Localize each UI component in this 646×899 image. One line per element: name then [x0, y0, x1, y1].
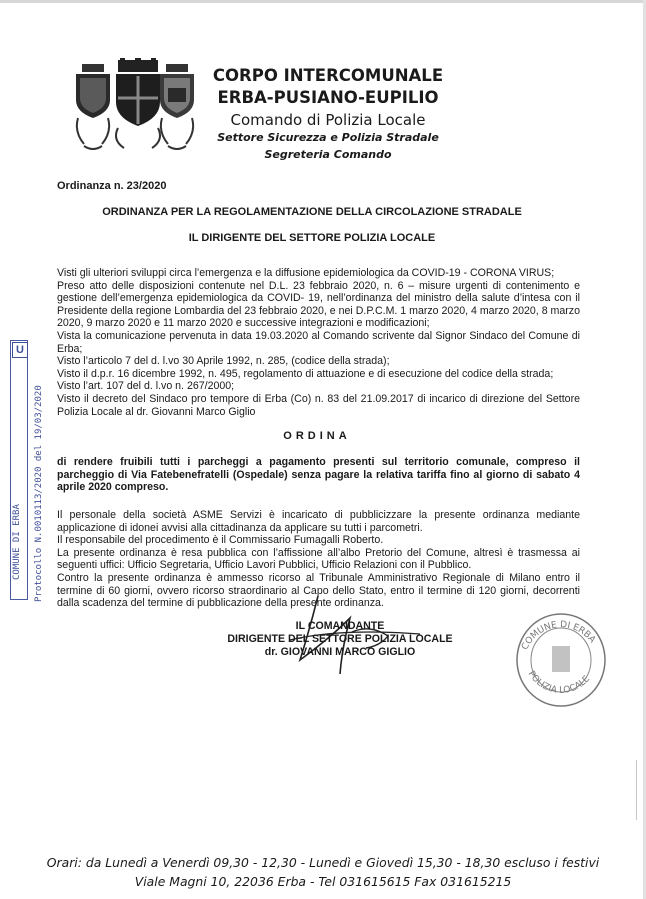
ordina-heading: ORDINA: [283, 430, 351, 442]
header-sector: Settore Sicurezza e Polizia Stradale: [217, 131, 439, 144]
decree-section: [57, 456, 580, 494]
signature-role: DIRIGENTE DEL SETTORE POLIZIA LOCALE: [227, 633, 453, 645]
crest-right-icon: [154, 60, 200, 156]
closing-paragraph: La presente ordinanza è resa pubblica con l’affissione all’albo Pretorio del Comune, altresì è trasmessa ai seguenti uffici: Ufficio Segretaria, Ufficio Lavori Pubblici, Ufficio Relazioni con il Pubblico.: [57, 546, 580, 572]
protocol-number: Protocollo N.0010113/2020 del 19/03/2020: [34, 385, 44, 602]
closing-paragraph: Il responsabile del procedimento è il Commissario Fumagalli Roberto.: [57, 534, 384, 547]
protocol-stamp: [4, 340, 52, 602]
premise-paragraph: Visti gli ulteriori sviluppi circa l’emergenza e la diffusione epidemiologica da COVID-19 - CORONA VIRUS;: [57, 267, 555, 279]
premise-paragraph: Visto il decreto del Sindaco pro tempore di Erba (Co) n. 83 del 21.09.2017 di incarico di direzione del Settore Polizia Locale al dr. Giovanni Marco Giglio: [57, 392, 580, 418]
ordinance-number: Ordinanza n. 23/2020: [57, 180, 167, 192]
ordinance-title: ORDINANZA PER LA REGOLAMENTAZIONE DELLA CIRCOLAZIONE STRADALE: [102, 206, 522, 218]
signature-name: dr. GIOVANNI MARCO GIGLIO: [264, 646, 416, 658]
footer-address: Viale Magni 10, 22036 Erba - Tel 031615615 Fax 031615215: [134, 874, 512, 889]
decree-text: di rendere fruibili tutti i parcheggi a pagamento presenti sul territorio comunale, compreso il parcheggio di Via Fatebenefratelli (Ospedale) senza pagare la relativa tariffa fino al giorno di sabato 4 aprile 2020 compreso.: [57, 456, 580, 494]
stamp-bottom-text: POLIZIA LOCALE: [525, 669, 593, 696]
protocol-letter: U: [12, 342, 28, 358]
header-municipalities: ERBA-PUSIANO-EUPILIO: [217, 88, 439, 107]
premise-paragraph: Visto l’articolo 7 del d. l.vo 30 Aprile 1992, n. 285, (codice della strada);: [57, 355, 390, 368]
premise-paragraph: Vista la comunicazione pervenuta in data 19.03.2020 al Comando scrivente dal Signor Sindaco del Comune di Erba;: [57, 329, 580, 355]
header-title: CORPO INTERCOMUNALE: [212, 66, 444, 85]
premise-paragraph: Visto il d.p.r. 16 dicembre 1992, n. 495, regolamento di attuazione e di esecuzione del codice della strada;: [57, 367, 554, 380]
protocol-comune: COMUNE DI ERBA: [12, 504, 22, 580]
signature-title: IL COMANDANTE: [295, 620, 385, 632]
official-stamp-icon: [510, 600, 610, 710]
closing-paragraph: Il personale della società ASME Servizi è incaricato di pubblicizzare la presente ordinanza mediante applicazione di idonei avvisi alla cittadinanza da applicare su tutti i parcometri.: [57, 509, 580, 534]
page-top-edge: [0, 0, 646, 3]
stamp-top-text: COMUNE DI ERBA: [520, 619, 598, 652]
premises-section: [57, 267, 580, 418]
svg-text:POLIZIA LOCALE: [526, 669, 593, 696]
premise-paragraph: Preso atto delle disposizioni contenute nel D.L. 23 febbraio 2020, n. 6 – misure urgenti di contenimento e gestione dell’emergenza epidemiologica da COVID- 19, nell’ordinanza del ministro della salute d’intesa con il Presidente della regione Lombardia del 23 febbraio 2020, e nei D.P.C.M. 1 marzo 2020, 4 marzo 2020, 8 marzo 2020, 9 marzo 2020 e 11 marzo 2020 e successive integrazioni e modificazioni;: [57, 279, 580, 330]
ordinance-authority: IL DIRIGENTE DEL SETTORE POLIZIA LOCALE: [188, 232, 436, 244]
closing-paragraph: Contro la presente ordinanza è ammesso ricorso al Tribunale Amministrativo Regionale di Milano entro il termine di 60 giorni, ovvero ricorso straordinario al Capo dello Stato, entro il termine di 120 giorni, decorrenti dalla scadenza del termine di pubblicazione della presente ordinanza.: [57, 571, 580, 610]
scan-artifact-line: [636, 760, 637, 820]
header-office: Segreteria Comando: [264, 148, 392, 161]
header-command: Comando di Polizia Locale: [230, 111, 426, 129]
footer-hours: Orari: da Lunedì a Venerdì 09,30 - 12,30 - Lunedì e Giovedì 15,30 - 18,30 escluso i festivi: [46, 855, 600, 870]
premise-paragraph: Visto l’art. 107 del d. l.vo n. 267/2000;: [57, 380, 235, 393]
